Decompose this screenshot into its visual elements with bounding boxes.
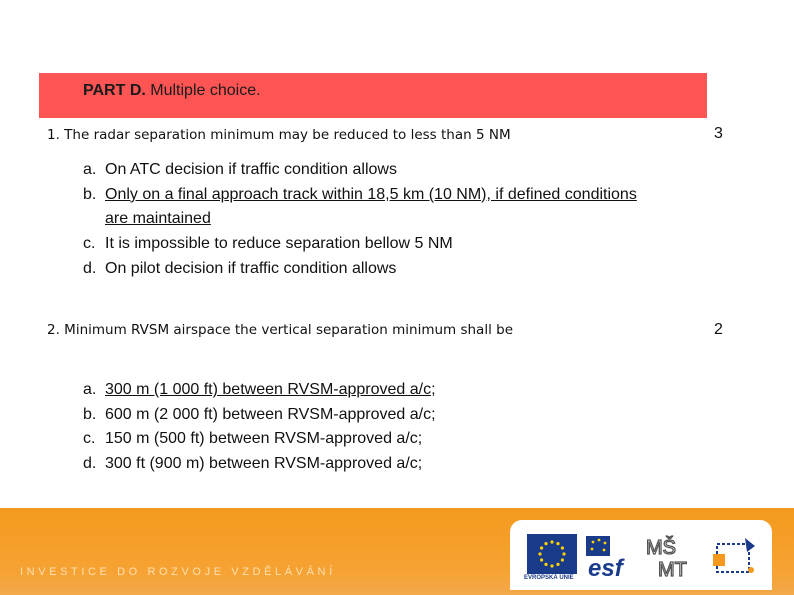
q2-option-b[interactable] [83,403,643,428]
q1-option-a[interactable] [83,158,643,183]
option-text: 150 m (500 ft) between RVSM-approved a/c; [105,430,423,448]
svg-text:MŠ: MŠ [646,537,676,559]
esf-text: esf [588,555,623,580]
q1-option-d[interactable] [83,257,643,282]
opvk-logo-icon [711,534,759,580]
option-letter: a. [83,381,97,398]
option-text: On pilot decision if traffic condition allows [105,259,397,277]
q2-option-d[interactable] [83,452,643,477]
svg-text:MT: MT [658,559,687,580]
option-letter: a. [83,161,97,178]
option-text: On ATC decision if traffic condition allows [105,161,397,178]
footer-bar [0,508,794,595]
esf-logo-icon [584,534,636,580]
question-2-text: 2. Minimum RVSM airspace the vertical separation minimum shall be [47,322,513,338]
option-letter: d. [83,259,97,277]
option-text: 300 ft (900 m) between RVSM-approved a/c; [105,455,423,473]
option-text: Only on a final approach track within 18,5 km (10 NM), if defined conditions are maintained [105,185,637,228]
footer-slogan: INVESTICE DO ROZVOJE VZDĚLÁVÁNÍ [20,566,336,578]
q2-option-c[interactable] [83,427,643,452]
option-text: 300 m (1 000 ft) between RVSM-approved a/c; [105,381,436,398]
eu-caption: EVROPSKÁ UNIE [524,575,574,581]
q1-option-b[interactable] [83,183,643,232]
part-title [83,82,261,100]
option-text: It is impossible to reduce separation bellow 5 NM [105,235,453,253]
question-1-points: 3 [714,125,723,142]
question-2-points: 2 [714,321,723,338]
msmt-logo-icon [644,532,704,580]
q1-option-c[interactable] [83,232,643,257]
option-letter: d. [83,455,97,473]
option-letter: c. [83,430,96,448]
part-label: PART D. [83,82,146,99]
option-letter: b. [83,185,97,203]
option-letter: b. [83,405,97,423]
eu-flag-icon [527,534,577,574]
question-2-options [83,378,643,477]
question-1-options [83,158,643,282]
part-banner [39,73,707,118]
logo-panel [510,520,772,590]
part-subtitle: Multiple choice. [150,82,261,99]
option-text: 600 m (2 000 ft) between RVSM-approved a/c; [105,405,436,423]
q2-option-a[interactable] [83,378,643,403]
question-1-text: 1. The radar separation minimum may be reduced to less than 5 NM [47,127,511,143]
option-letter: c. [83,235,96,253]
